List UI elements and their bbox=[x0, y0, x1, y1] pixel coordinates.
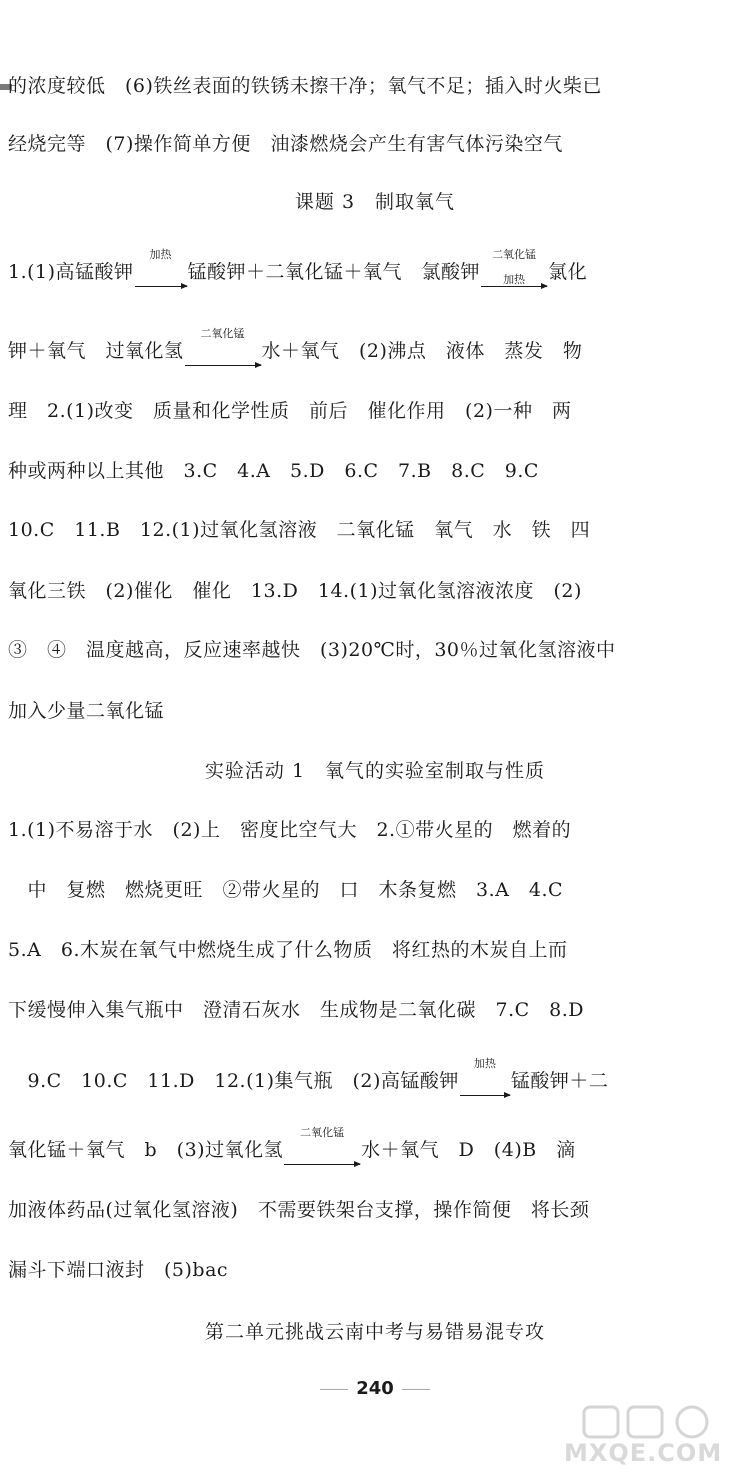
text-span: 钾＋氧气 过氧化氢 bbox=[8, 340, 184, 362]
text-span: 1.(1)高锰酸钾 bbox=[8, 261, 134, 283]
text-span: 水＋氧气 (2)沸点 液体 蒸发 物 bbox=[261, 340, 583, 362]
text-line-equation bbox=[8, 1126, 736, 1165]
section-heading: 课题 3 制取氧气 bbox=[294, 191, 456, 213]
text-line: 10.C 11.B 12.(1)过氧化氢溶液 二氧化锰 氧气 水 铁 四 bbox=[8, 519, 591, 541]
text-line: 的浓度较低 (6)铁丝表面的铁锈未擦干净；氧气不足；插入时火柴已 bbox=[8, 75, 602, 97]
condition-mno2: 二氧化锰 bbox=[492, 248, 537, 261]
text-line: 下缓慢伸入集气瓶中 澄清石灰水 生成物是二氧化碳 7.C 8.D bbox=[8, 999, 585, 1021]
text-span: 氯化 bbox=[548, 261, 588, 283]
text-line: ③ ④ 温度越高，反应速率越快 (3)20℃时，30％过氧化氢溶液中 bbox=[8, 639, 616, 661]
text-span: 锰酸钾＋二 bbox=[510, 1070, 609, 1092]
text-line: 中 复燃 燃烧更旺 ②带火星的 口 木条复燃 3.A 4.C bbox=[8, 879, 564, 901]
text-line-equation bbox=[8, 248, 736, 287]
condition-heat: 加热 bbox=[473, 1057, 496, 1070]
text-line: 种或两种以上其他 3.C 4.A 5.D 6.C 7.B 8.C 9.C bbox=[8, 460, 539, 482]
text-span: 水＋氧气 D (4)B 滴 bbox=[361, 1139, 576, 1161]
reaction-arrow bbox=[481, 248, 547, 287]
condition-mno2: 二氧化锰 bbox=[300, 1126, 345, 1139]
page-number bbox=[0, 1378, 750, 1399]
text-line: 理 2.(1)改变 质量和化学性质 前后 催化作用 (2)一种 两 bbox=[8, 400, 572, 422]
condition-heat: 加热 bbox=[149, 248, 172, 261]
condition-heat: 加热 bbox=[503, 273, 526, 286]
text-line: 漏斗下端口液封 (5)bac bbox=[8, 1259, 229, 1281]
reaction-arrow bbox=[135, 248, 187, 287]
text-line-equation bbox=[8, 1057, 736, 1096]
page-footer-title: 第二单元挑战云南中考与易错易混专攻 bbox=[204, 1321, 545, 1343]
text-span: 9.C 10.C 11.D 12.(1)集气瓶 (2)高锰酸钾 bbox=[8, 1070, 459, 1092]
watermark-text: MXQE.COM bbox=[564, 1439, 723, 1467]
text-line: 氧化三铁 (2)催化 催化 13.D 14.(1)过氧化氢溶液浓度 (2) bbox=[8, 580, 582, 602]
condition-mno2: 二氧化锰 bbox=[200, 327, 245, 340]
text-line: 1.(1)不易溶于水 (2)上 密度比空气大 2.①带火星的 燃着的 bbox=[8, 819, 572, 841]
text-span: 氧化锰＋氧气 b (3)过氧化氢 bbox=[8, 1139, 284, 1161]
page-number-value: 240 bbox=[356, 1378, 394, 1399]
text-span: 锰酸钾＋二氧化锰＋氧气 氯酸钾 bbox=[187, 261, 481, 283]
section-heading: 实验活动 1 氧气的实验室制取与性质 bbox=[204, 760, 546, 782]
watermark bbox=[564, 1403, 744, 1467]
text-line: 加液体药品(过氧化氢溶液) 不需要铁架台支撑，操作简便 将长颈 bbox=[8, 1199, 590, 1221]
text-line-equation bbox=[8, 327, 736, 366]
reaction-arrow bbox=[460, 1057, 510, 1096]
text-line: 5.A 6.木炭在氧气中燃烧生成了什么物质 将红热的木炭自上而 bbox=[8, 939, 568, 961]
watermark-logo-icon bbox=[564, 1403, 744, 1443]
reaction-arrow bbox=[284, 1126, 360, 1165]
reaction-arrow bbox=[185, 327, 261, 366]
text-line: 加入少量二氧化锰 bbox=[8, 700, 165, 722]
text-line: 经烧完等 (7)操作简单方便 油漆燃烧会产生有害气体污染空气 bbox=[8, 133, 563, 155]
